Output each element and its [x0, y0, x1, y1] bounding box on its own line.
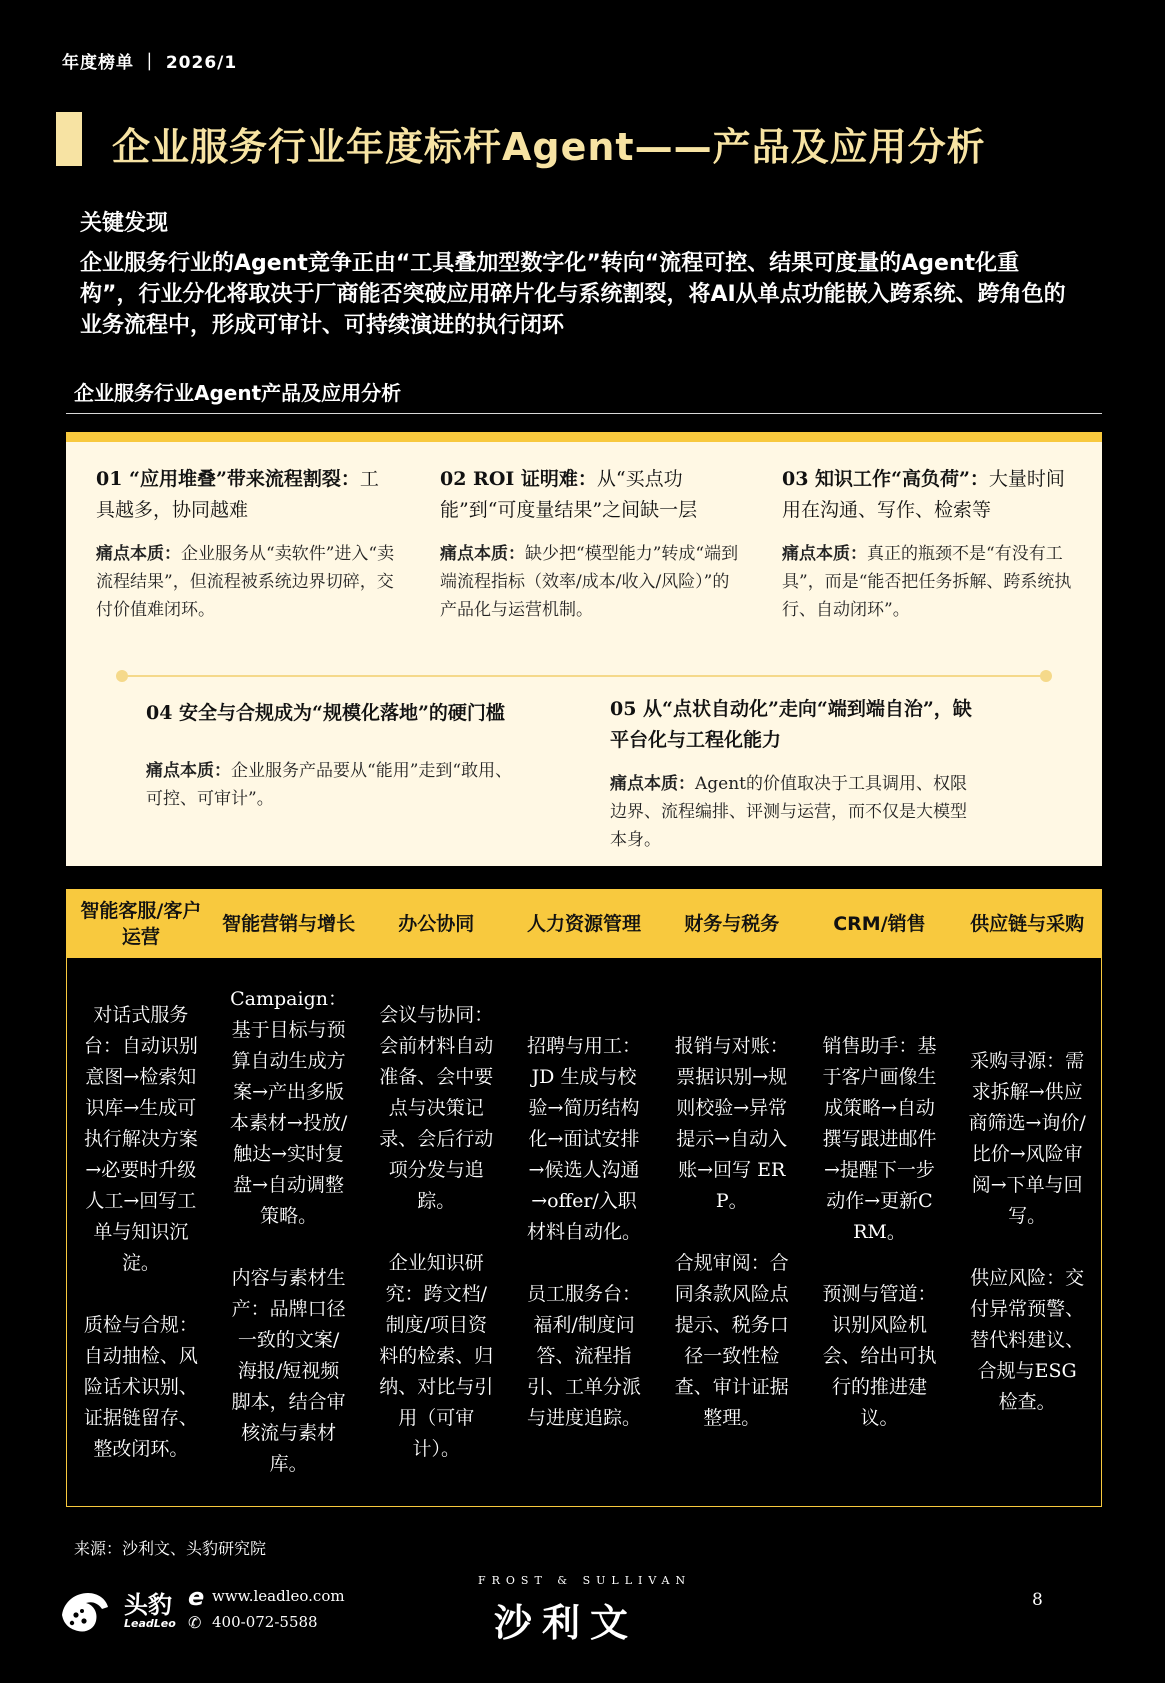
leopard-icon — [58, 1585, 112, 1635]
website-link[interactable]: www.leadleo.com — [212, 1587, 345, 1605]
brand-en: LeadLeo — [124, 1617, 176, 1630]
report-tag: 年度榜单 ｜ 2026/1 — [62, 53, 238, 73]
table-header-cell: 供应链与采购 — [970, 913, 1085, 935]
cell-block: 质检与合规：自动抽检、风险话术识别、证据链留存、整改闭环。 — [83, 1313, 198, 1460]
cell-block: Campaign：基于目标与预算自动生成方案→产出多版本素材→投放/触达→实时复盘→自动调整策略。 — [229, 988, 348, 1227]
pain-point-desc-text: 企业服务产品要从“能用”走到“敢用、可控、可审计”。 — [146, 761, 513, 809]
pain-point-title — [146, 698, 516, 729]
web-e-icon: e — [188, 1583, 205, 1611]
pain-point-desc-text: 企业服务从“卖软件”进入“卖流程结果”，但流程被系统边界切碎，交付价值难闭环。 — [96, 544, 395, 620]
pain-point-desc-text: 真正的瓶颈不是“有没有工具”，而是“能否把任务拆解、跨系统执行、自动闭环”。 — [782, 544, 1072, 620]
table-cell — [67, 958, 215, 1506]
pain-point-desc-label: 痛点本质： — [782, 544, 867, 564]
table-header-cell: CRM/销售 — [833, 913, 926, 935]
cell-block: 企业知识研究：跨文档/制度/项目资料的检索、归纳、对比与引用（可审计）。 — [379, 1251, 494, 1460]
pain-point-desc — [146, 757, 516, 813]
pain-point-title-bold: 01 “应用堆叠”带来流程割裂： — [96, 468, 360, 490]
pain-points-panel — [66, 432, 1102, 866]
table-header-cell: 办公协同 — [398, 913, 475, 935]
cell-block: 员工服务台：福利/制度问答、流程指引、工单分派与进度追踪。 — [527, 1282, 642, 1429]
cell-block: 合规审阅：合同条款风险点提示、税务口径一致性检查、审计证据整理。 — [674, 1251, 789, 1429]
pain-point-03 — [782, 464, 1082, 624]
table-header-cell: 人力资源管理 — [527, 913, 642, 935]
table-cell — [215, 958, 363, 1506]
brand-cn: 头豹 — [124, 1591, 172, 1619]
panel-divider — [122, 675, 1046, 677]
section-divider — [66, 413, 1102, 414]
pain-point-title-rest: 从“买点功能”到“可度量结果”之间缺一层 — [440, 468, 698, 521]
scenario-table — [66, 889, 1102, 1507]
phone-icon: ✆ — [188, 1613, 202, 1632]
pain-point-title — [96, 464, 396, 526]
pain-point-desc-label: 痛点本质： — [440, 544, 525, 564]
pain-point-title-bold: 04 安全与合规成为“规模化落地”的硬门槛 — [146, 702, 505, 724]
cell-block: 会议与协同：会前材料自动准备、会中要点与决策记录、会后行动项分发与追踪。 — [379, 1003, 494, 1212]
pain-point-05 — [610, 694, 980, 854]
cell-block: 对话式服务台：自动识别意图→检索知识库→生成可执行解决方案→必要时升级人工→回写工单与知识沉淀。 — [83, 1003, 198, 1274]
table-header-cell: 智能客服/客户运营 — [80, 900, 202, 948]
divider-dot-left — [116, 670, 128, 682]
cell-block: 招聘与用工：JD 生成与校验→简历结构化→面试安排→候选人沟通→offer/入职材料自动化。 — [527, 1034, 642, 1243]
frost-sullivan-wordmark: FROST & SULLIVAN — [478, 1574, 692, 1587]
leadleo-logo — [58, 1583, 358, 1639]
page-title: 企业服务行业年度标杆Agent——产品及应用分析 — [112, 125, 986, 169]
table-cell — [362, 958, 510, 1506]
pain-point-desc — [782, 540, 1082, 624]
pain-point-02 — [440, 464, 740, 624]
cell-block: 内容与素材生产：品牌口径一致的文案/海报/短视频脚本，结合审核流与素材库。 — [231, 1267, 346, 1475]
pain-point-title-bold: 05 从“点状自动化”走向“端到端自治”，缺平台化与工程化能力 — [610, 698, 972, 751]
pain-point-desc — [96, 540, 396, 624]
pain-point-04 — [146, 698, 516, 813]
title-accent-bar — [56, 112, 82, 166]
table-cell — [953, 958, 1101, 1506]
table-header-row — [67, 890, 1101, 958]
pain-point-title — [782, 464, 1082, 526]
section-heading: 企业服务行业Agent产品及应用分析 — [74, 381, 402, 405]
pain-point-desc-label: 痛点本质： — [610, 774, 695, 794]
cell-block: 报销与对账：票据识别→规则校验→异常提示→自动入账→回写 ERP。 — [674, 1034, 789, 1212]
pain-point-title — [610, 694, 980, 756]
cell-block: 采购寻源：需求拆解→供应商筛选→询价/比价→风险审阅→下单与回写。 — [968, 1050, 1086, 1227]
table-header-cell: 智能营销与增长 — [222, 913, 356, 935]
table-body-row — [67, 958, 1101, 1506]
pain-point-desc-text: Agent的价值取决于工具调用、权限边界、流程编排、评测与运营，而不仅是大模型本身。 — [610, 774, 967, 850]
pain-point-desc-label: 痛点本质： — [146, 761, 231, 781]
pain-point-desc — [440, 540, 740, 624]
pain-point-title-rest: 工具越多，协同越难 — [96, 468, 379, 521]
table-cell — [806, 958, 954, 1506]
page-number: 8 — [1032, 1590, 1043, 1610]
pain-point-title — [440, 464, 740, 526]
cell-block: 销售助手：基于客户画像生成策略→自动撰写跟进邮件→提醒下一步动作→更新CRM。 — [822, 1034, 937, 1243]
table-cell — [658, 958, 806, 1506]
key-findings-text: 企业服务行业的Agent竞争正由“工具叠加型数字化”转向“流程可控、结果可度量的Agent化重构”，行业分化将取决于厂商能否突破应用碎片化与系统割裂，将AI从单点功能嵌入跨系统、跨角色的业务流程中，形成可审计、可持续演进的执行闭环 — [80, 251, 1066, 338]
pain-point-title-bold: 03 知识工作“高负荷”： — [782, 468, 989, 490]
key-findings-heading: 关键发现 — [80, 211, 169, 236]
table-cell — [510, 958, 658, 1506]
table-header-cell: 财务与税务 — [684, 913, 780, 935]
cell-block: 预测与管道：识别风险机会、给出可执行的推进建议。 — [822, 1282, 937, 1429]
pain-point-desc — [610, 770, 980, 854]
cell-block: 供应风险：交付异常预警、替代料建议、合规与ESG检查。 — [970, 1267, 1085, 1413]
phone-number: 400-072-5588 — [212, 1613, 318, 1631]
pain-point-desc-label: 痛点本质： — [96, 544, 181, 564]
pain-point-01 — [96, 464, 396, 624]
pain-point-title-bold: 02 ROI 证明难： — [440, 468, 597, 490]
source-note: 来源：沙利文、头豹研究院 — [74, 1539, 267, 1558]
pain-point-title-rest: 大量时间用在沟通、写作、检索等 — [782, 468, 1065, 521]
sullivan-cn-logo: 沙利文 — [494, 1601, 639, 1645]
divider-dot-right — [1040, 670, 1052, 682]
pain-point-desc-text: 缺少把“模型能力”转成“端到端流程指标（效率/成本/收入/风险）”的产品化与运营机制。 — [440, 544, 739, 620]
